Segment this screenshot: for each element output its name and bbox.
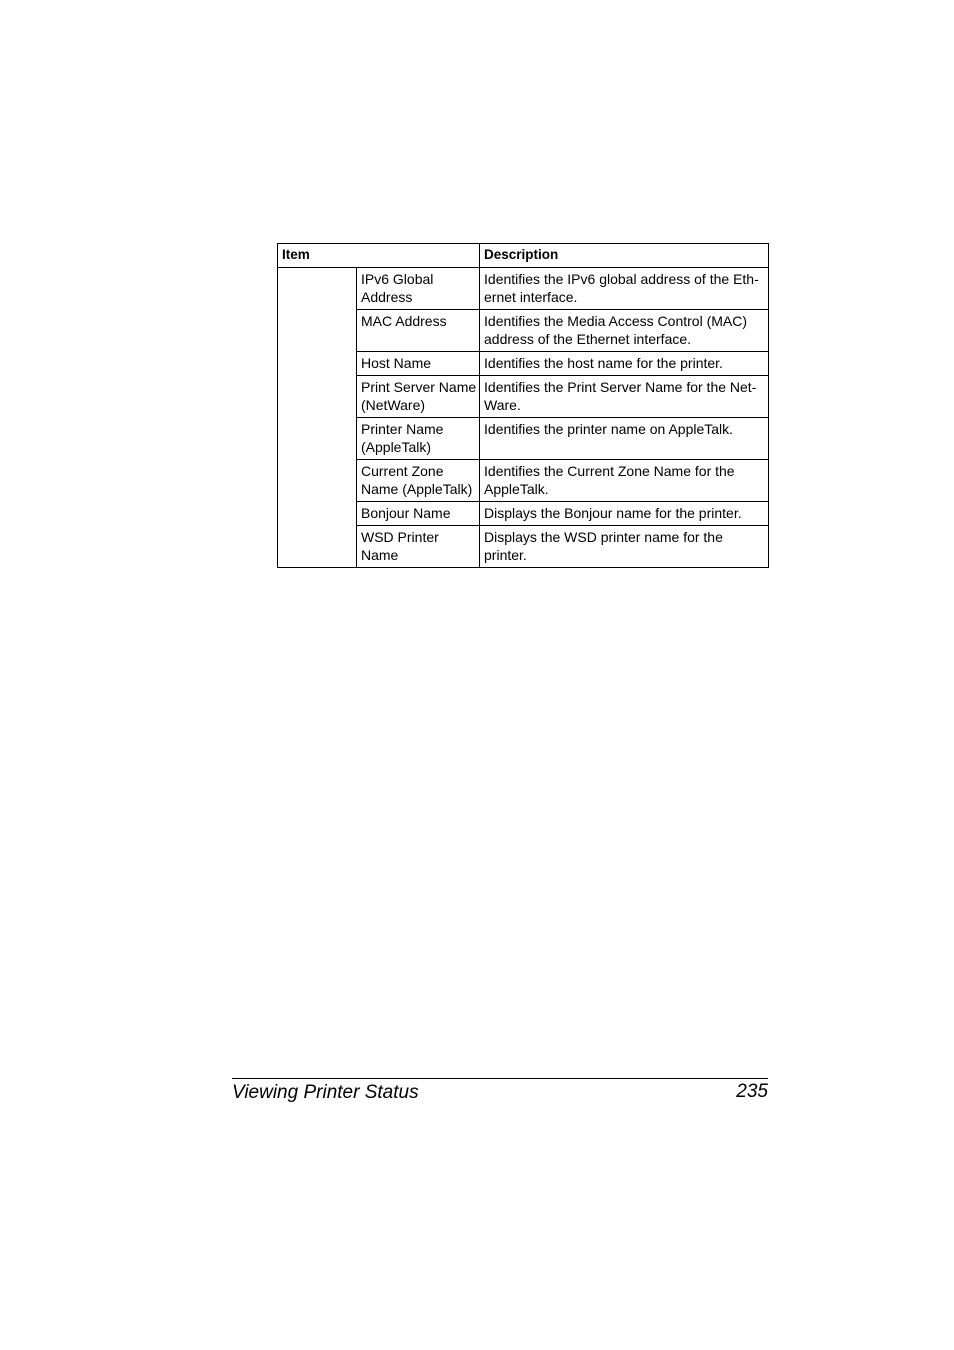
table-row bbox=[278, 268, 769, 310]
sub-item-cell: Print Server Name (NetWare) bbox=[357, 376, 480, 418]
sub-item-cell: IPv6 Global Address bbox=[357, 268, 480, 310]
footer-divider bbox=[232, 1078, 768, 1079]
header-description: Description bbox=[480, 244, 769, 268]
sub-item-cell: Printer Name (AppleTalk) bbox=[357, 418, 480, 460]
footer-section-title: Viewing Printer Status bbox=[232, 1082, 419, 1103]
description-cell: Identifies the Media Access Control (MAC) address of the Ethernet interface. bbox=[480, 310, 769, 352]
header-item: Item bbox=[278, 244, 480, 268]
description-cell: Identifies the IPv6 global address of the Eth-ernet interface. bbox=[480, 268, 769, 310]
sub-item-cell: Host Name bbox=[357, 352, 480, 376]
table-header-row bbox=[278, 244, 769, 268]
description-cell: Identifies the Print Server Name for the Net-Ware. bbox=[480, 376, 769, 418]
description-cell: Identifies the host name for the printer. bbox=[480, 352, 769, 376]
sub-item-cell: Current Zone Name (AppleTalk) bbox=[357, 460, 480, 502]
page-number: 235 bbox=[736, 1081, 768, 1102]
description-cell: Identifies the Current Zone Name for the AppleTalk. bbox=[480, 460, 769, 502]
description-cell: Displays the Bonjour name for the printer. bbox=[480, 502, 769, 526]
parent-item-cell bbox=[278, 268, 357, 568]
description-cell: Identifies the printer name on AppleTalk. bbox=[480, 418, 769, 460]
status-items-table bbox=[277, 243, 769, 568]
description-cell: Displays the WSD printer name for the printer. bbox=[480, 526, 769, 568]
sub-item-cell: MAC Address bbox=[357, 310, 480, 352]
sub-item-cell: Bonjour Name bbox=[357, 502, 480, 526]
sub-item-cell: WSD Printer Name bbox=[357, 526, 480, 568]
